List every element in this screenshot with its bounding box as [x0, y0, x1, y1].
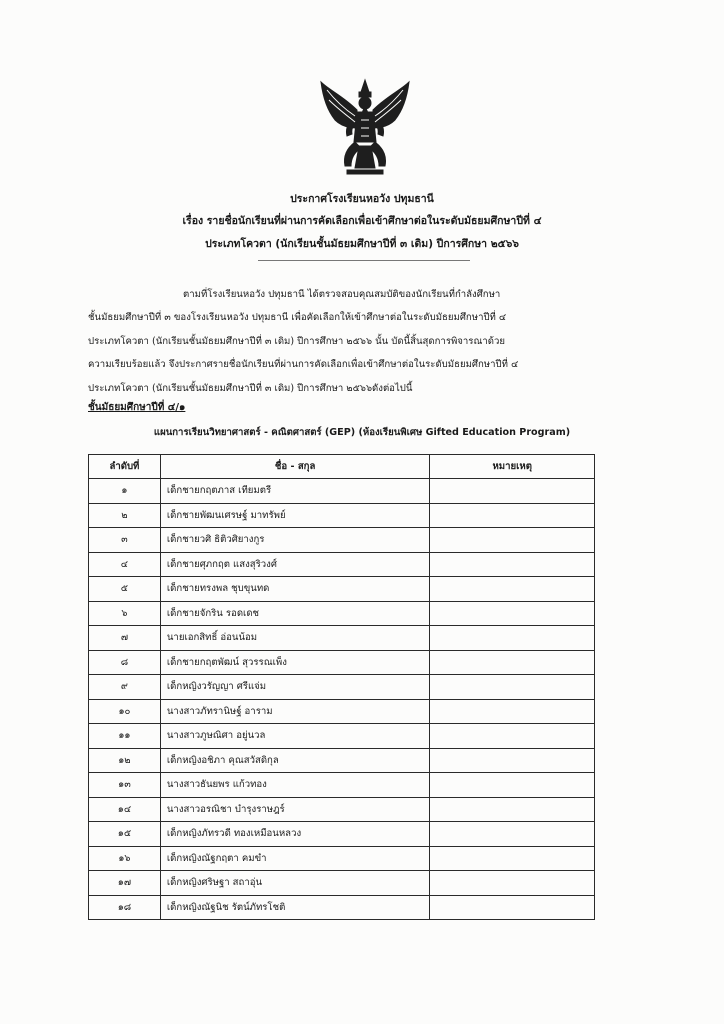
student-name: เด็กชายกฤตภาส เทียมตรี — [160, 479, 430, 504]
row-remark — [430, 601, 595, 626]
title-divider — [258, 260, 470, 261]
table-row — [89, 724, 595, 749]
table-row — [89, 626, 595, 651]
body-line: ตามที่โรงเรียนหอวัง ปทุมธานี ได้ตรวจสอบคุณสมบัติของนักเรียนที่กำลังศึกษา — [183, 289, 501, 300]
student-name: เด็กหญิงศริษฐา สถาอุ่น — [160, 871, 430, 896]
student-name: เด็กชายศุภกฤต แสงสุริวงศ์ — [160, 552, 430, 577]
student-name: เด็กหญิงวรัญญา ศรีแจ่ม — [160, 675, 430, 700]
row-number: ๗ — [89, 626, 161, 651]
row-remark — [430, 626, 595, 651]
table-row — [89, 797, 595, 822]
table-row — [89, 846, 595, 871]
row-remark — [430, 552, 595, 577]
row-number: ๑๑ — [89, 724, 161, 749]
student-name: เด็กชายจักริน รอดเดช — [160, 601, 430, 626]
announcement-category: ประเภทโควตา (นักเรียนชั้นมัธยมศึกษาปีที่ ๓ เดิม) ปีการศึกษา ๒๕๖๖ — [205, 238, 519, 250]
table-row — [89, 650, 595, 675]
header-name: ชื่อ - สกุล — [160, 455, 430, 479]
table-row — [89, 577, 595, 602]
row-remark — [430, 822, 595, 847]
row-number: ๑๔ — [89, 797, 161, 822]
announcement-subject: เรื่อง รายชื่อนักเรียนที่ผ่านการคัดเลือกเพื่อเข้าศึกษาต่อในระดับมัธยมศึกษาปีที่ ๔ — [182, 215, 542, 227]
row-number: ๑๕ — [89, 822, 161, 847]
row-number: ๓ — [89, 528, 161, 553]
row-number: ๕ — [89, 577, 161, 602]
announcement-body — [88, 283, 640, 400]
row-number: ๑๘ — [89, 895, 161, 920]
table-row — [89, 479, 595, 504]
student-name: เด็กหญิงภัทรวดี ทองเหมือนหลวง — [160, 822, 430, 847]
row-remark — [430, 503, 595, 528]
row-remark — [430, 773, 595, 798]
table-row — [89, 822, 595, 847]
row-number: ๑๓ — [89, 773, 161, 798]
row-number: ๑ — [89, 479, 161, 504]
student-name: นายเอกสิทธิ์ อ่อนน้อม — [160, 626, 430, 651]
table-row — [89, 871, 595, 896]
row-remark — [430, 797, 595, 822]
body-line: ชั้นมัธยมศึกษาปีที่ ๓ ของโรงเรียนหอวัง ปทุมธานี เพื่อคัดเลือกให้เข้าศึกษาต่อในระดับมัธยมศึกษาปีที่ ๔ — [88, 312, 507, 324]
row-number: ๖ — [89, 601, 161, 626]
student-name: นางสาวภัทรานิษฐ์ อาราม — [160, 699, 430, 724]
row-number: ๔ — [89, 552, 161, 577]
row-remark — [430, 479, 595, 504]
table-row — [89, 699, 595, 724]
announcement-title: ประกาศโรงเรียนหอวัง ปทุมธานี — [290, 193, 434, 205]
student-name: นางสาวอรณิชา บำรุงราษฎร์ — [160, 797, 430, 822]
student-name: เด็กหญิงอชิภา คุณสวัสดิกุล — [160, 748, 430, 773]
header-number: ลำดับที่ — [89, 455, 161, 479]
table-header-row — [89, 455, 595, 479]
row-remark — [430, 528, 595, 553]
student-name: เด็กชายวศิ ธิติวศิยางกูร — [160, 528, 430, 553]
study-plan-heading: แผนการเรียนวิทยาศาสตร์ - คณิตศาสตร์ (GEP) (ห้องเรียนพิเศษ Gifted Education Program) — [153, 427, 571, 438]
row-remark — [430, 748, 595, 773]
header-remark: หมายเหตุ — [430, 455, 595, 479]
table-row — [89, 528, 595, 553]
table-row — [89, 503, 595, 528]
row-number: ๑๖ — [89, 846, 161, 871]
student-name: เด็กหญิงณัฐนิช รัตน์ภัทรโชติ — [160, 895, 430, 920]
row-number: ๑๒ — [89, 748, 161, 773]
row-number: ๙ — [89, 675, 161, 700]
row-remark — [430, 650, 595, 675]
row-number: ๘ — [89, 650, 161, 675]
body-line: ประเภทโควตา (นักเรียนชั้นมัธยมศึกษาปีที่ ๓ เดิม) ปีการศึกษา ๒๕๖๖ดังต่อไปนี้ — [88, 382, 413, 394]
body-line: ความเรียบร้อยแล้ว จึงประกาศรายชื่อนักเรียนที่ผ่านการคัดเลือกเพื่อเข้าศึกษาต่อในระดับมัธยมศึกษาปีที่ ๔ — [88, 359, 519, 371]
student-name: เด็กชายทรงพล ชุบขุนทด — [160, 577, 430, 602]
class-level-heading: ชั้นมัธยมศึกษาปีที่ ๔/๑ — [88, 402, 186, 413]
table-row — [89, 675, 595, 700]
table-row — [89, 748, 595, 773]
student-name: เด็กชายพัฒนเศรษฐ์ มาทรัพย์ — [160, 503, 430, 528]
row-remark — [430, 577, 595, 602]
table-row — [89, 601, 595, 626]
table-row — [89, 773, 595, 798]
row-remark — [430, 871, 595, 896]
body-line: ประเภทโควตา (นักเรียนชั้นมัธยมศึกษาปีที่ ๓ เดิม) ปีการศึกษา ๒๕๖๖ นั้น บัดนี้สิ้นสุดการพิจารณาด้วย — [88, 335, 505, 347]
student-name: เด็กชายกฤตพัฒน์ สุวรรณเพ็ง — [160, 650, 430, 675]
row-remark — [430, 895, 595, 920]
row-remark — [430, 846, 595, 871]
row-number: ๑๗ — [89, 871, 161, 896]
student-list-table — [88, 454, 595, 920]
table-row — [89, 895, 595, 920]
row-remark — [430, 724, 595, 749]
student-name: เด็กหญิงณัฐกฤตา คมขำ — [160, 846, 430, 871]
row-number: ๒ — [89, 503, 161, 528]
garuda-emblem-icon — [317, 76, 413, 180]
row-number: ๑๐ — [89, 699, 161, 724]
student-name: นางสาวธันยพร แก้วทอง — [160, 773, 430, 798]
table-row — [89, 552, 595, 577]
row-remark — [430, 675, 595, 700]
row-remark — [430, 699, 595, 724]
student-name: นางสาวภูษณิศา อยู่นวล — [160, 724, 430, 749]
